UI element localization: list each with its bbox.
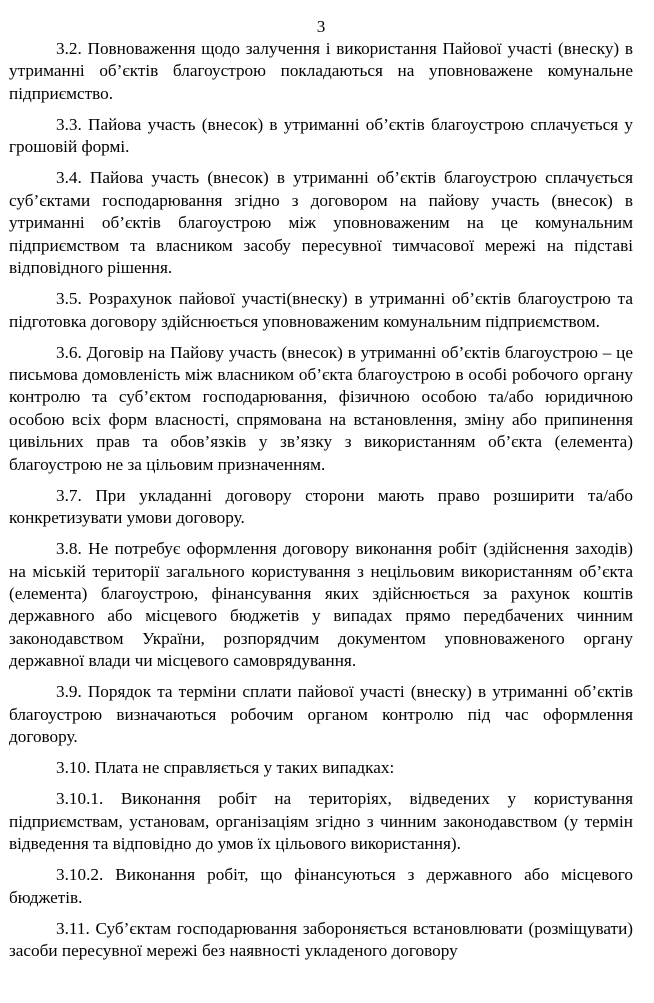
paragraph-3-9: 3.9. Порядок та терміни сплати пайової участі (внеску) в утриманні об’єктів благоустрою визначаються робочим органом контролю під час оформлення договору. xyxy=(9,682,633,747)
paragraph-3-5: 3.5. Розрахунок пайової участі(внеску) в утриманні об’єктів благоустрою та підготовка договору здійснюється уповноваженим комунальним підприємством. xyxy=(9,289,633,331)
paragraph-3-3: 3.3. Пайова участь (внесок) в утриманні об’єктів благоустрою сплачується у грошовій формі. xyxy=(9,114,633,157)
paragraph-3-10-2: 3.10.2. Виконання робіт, що фінансуються з державного або місцевого бюджетів. xyxy=(9,865,633,907)
paragraph-3-4: 3.4. Пайова участь (внесок) в утриманні об’єктів благоустрою сплачується суб’єктами господарювання згідно з договором на пайову участь (внесок) в утриманні об’єктів благоустрою між уповноваженим на це комунальним підприємством та власником засобу пересувної тимчасової мережі на підставі відповідного рішення. xyxy=(9,168,633,278)
paragraph-3-10-1: 3.10.1. Виконання робіт на територіях, відведених у користування підприємствам, установам, організаціям згідно з чинним законодавством (у термін відведення та відповідно до умов їх цільового використання). xyxy=(9,789,633,854)
paragraph-3-11: 3.11. Суб’єктам господарювання забороняється встановлювати (розміщувати) засоби пересувної мережі без наявності укладеного договору xyxy=(9,918,633,961)
paragraph-3-6: 3.6. Договір на Пайову участь (внесок) в утриманні об’єктів благоустрою – це письмова домовленість між власником об’єкта благоустрою в особі робочого органу контролю та суб’єктом господарювання, фізичною особою та/або юридичною особою всіх форм власності, спрямована на встановлення, зміну або припинення цивільних прав та обов’язків у зв’язку з використанням об’єкта (елемента) благоустрою не за цільовим призначенням. xyxy=(9,342,633,474)
paragraph-3-7: 3.7. При укладанні договору сторони мають право розширити та/або конкретизувати умови договору. xyxy=(9,485,633,528)
paragraph-3-10: 3.10. Плата не справляється у таких випадках: xyxy=(56,758,395,778)
page-number: 3 xyxy=(316,17,326,36)
paragraph-3-2: 3.2. Повноваження щодо залучення і використання Пайової участі (внеску) в утриманні об’єктів благоустрою покладаються на уповноважене комунальне підприємство. xyxy=(9,39,633,103)
paragraph-3-8: 3.8. Не потребує оформлення договору виконання робіт (здійснення заходів) на міській території загального користування з нецільовим використанням об’єкта (елемента) благоустрою, фінансування яких здійснюється за рахунок коштів державного або місцевого бюджетів у випадах прямо передбачених чинним законодавством України, розпорядчим документом уповноваженого органу державної влади чи місцевого самоврядування. xyxy=(9,539,633,671)
